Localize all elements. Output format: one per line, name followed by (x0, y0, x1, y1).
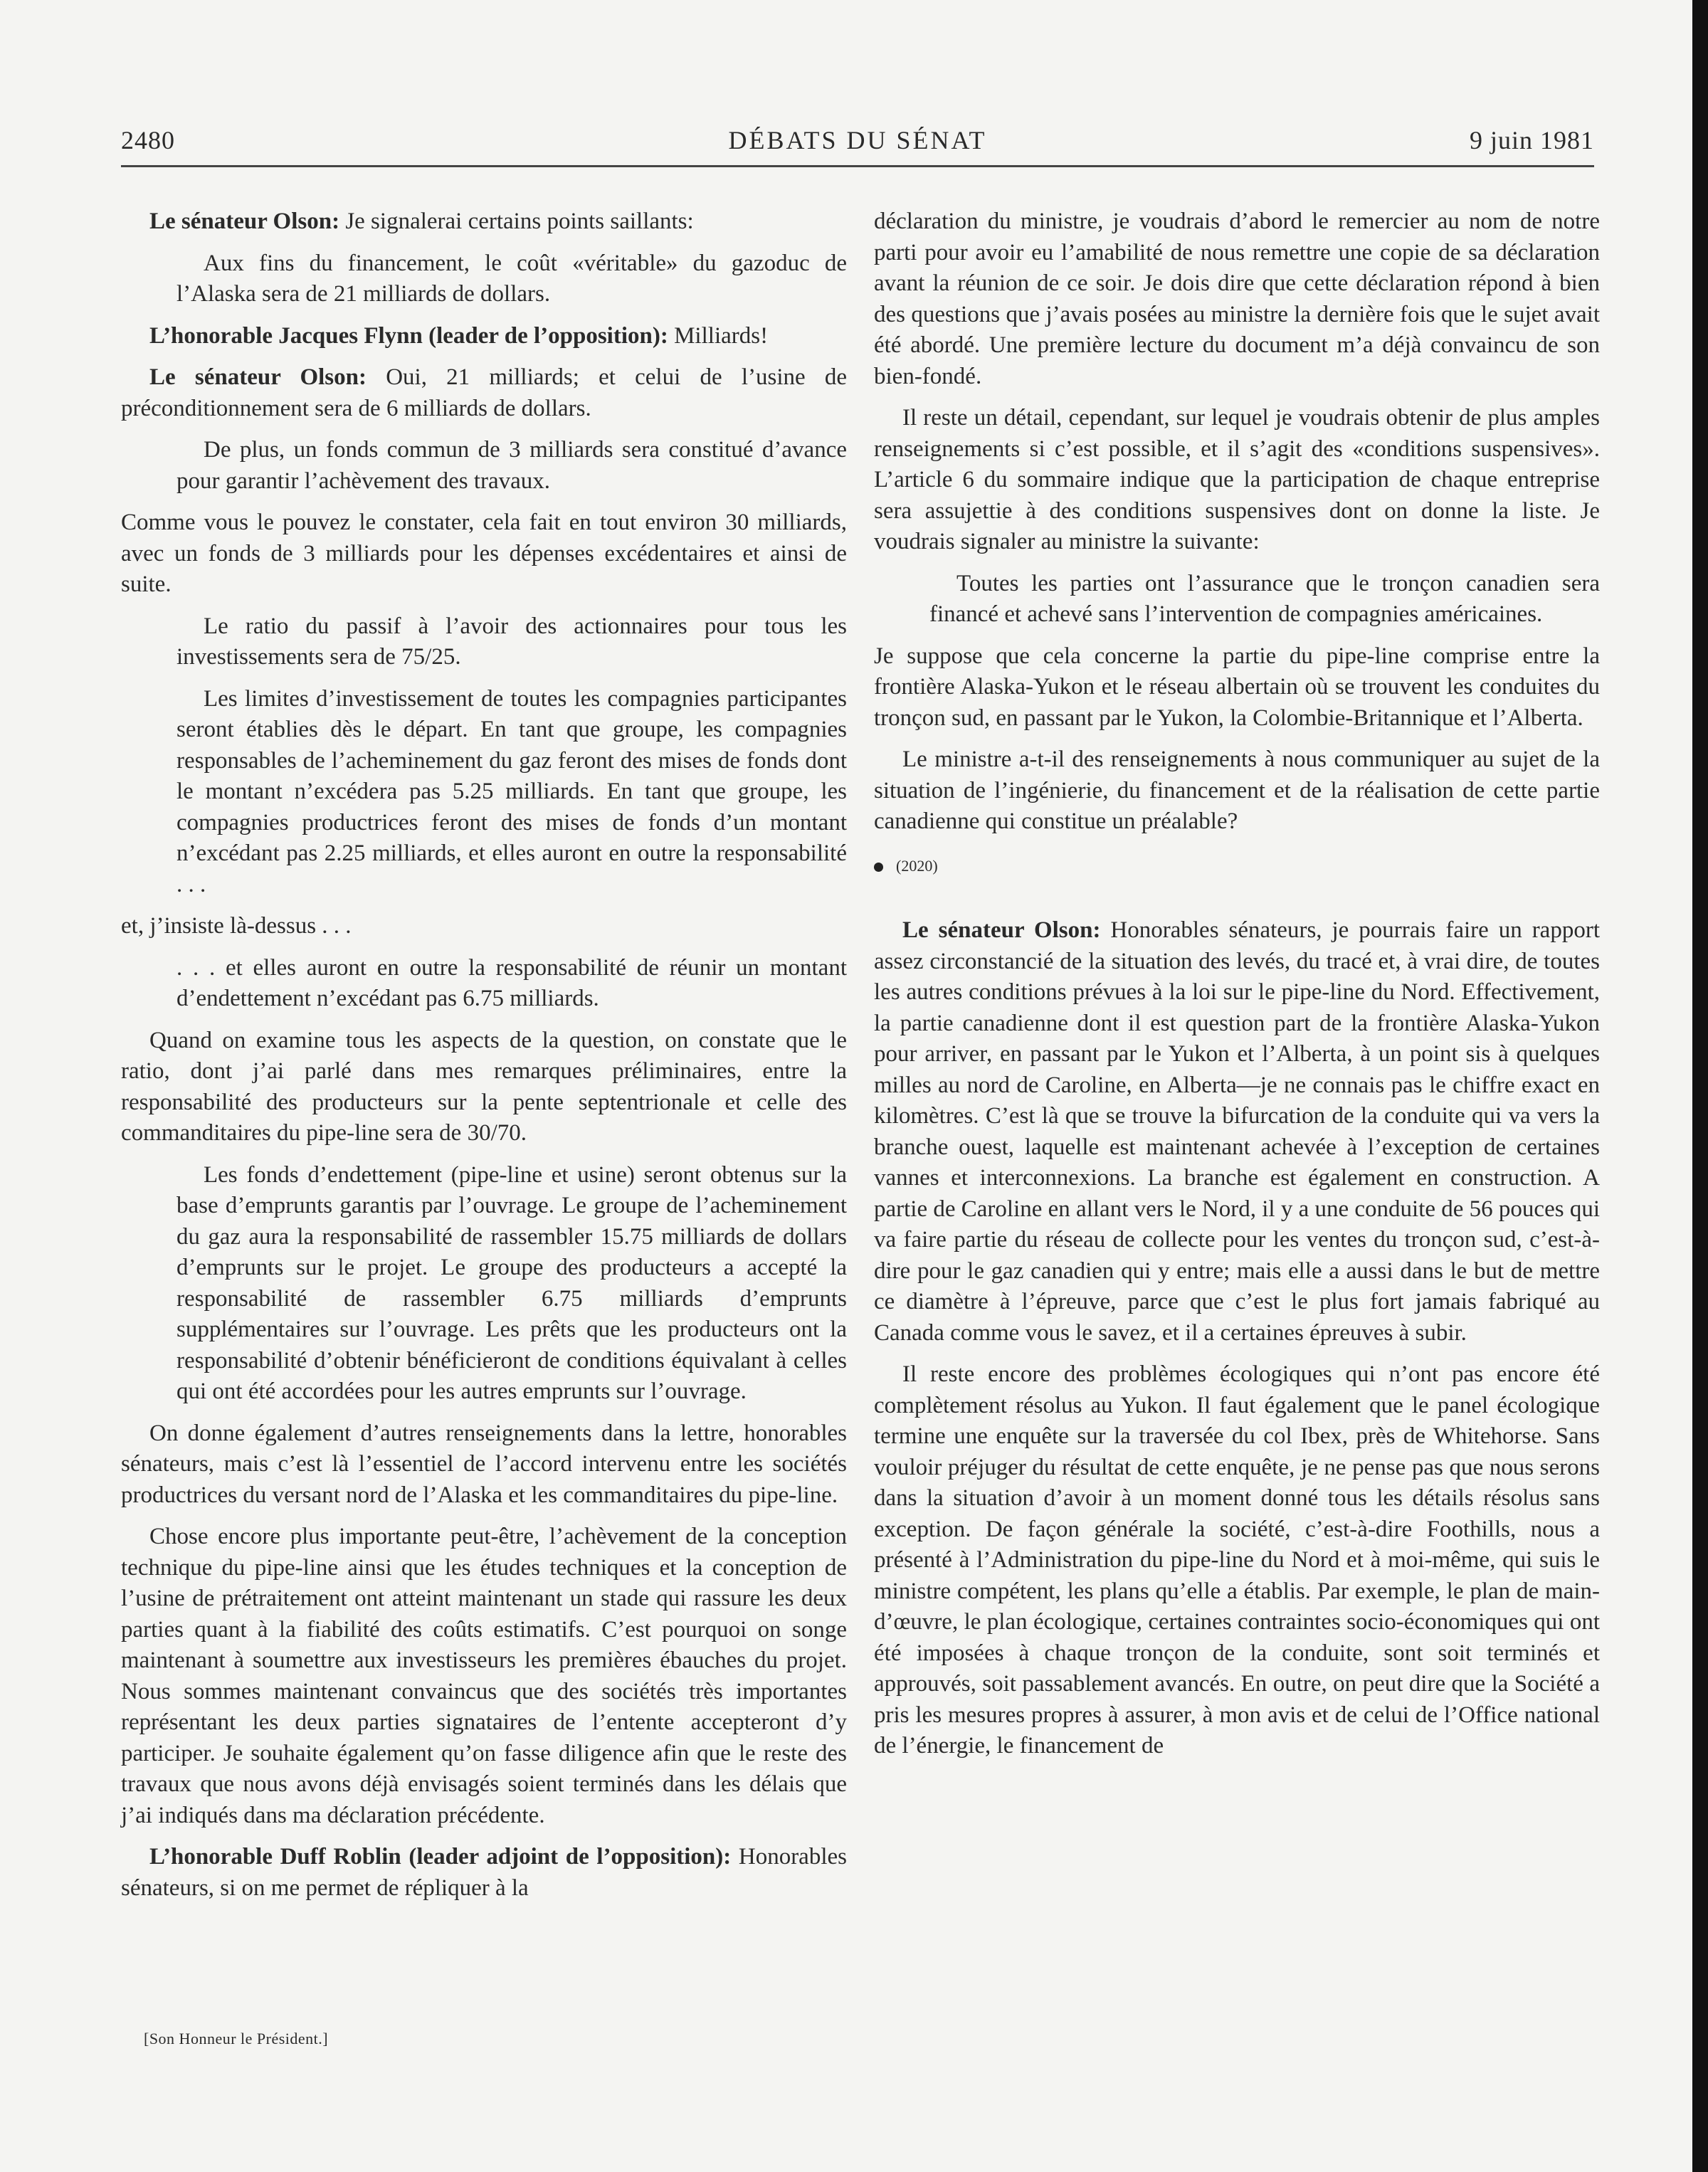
speaker-name: Le sénateur Olson: (149, 209, 340, 234)
paragraph: Il reste un détail, cependant, sur lequel je voudrais obtenir de plus amples renseignements si c’est possible, et il s’agit des «conditions suspensives». L’article 6 du sommaire indique que la participation de chaque entreprise sera assujettie à des conditions suspensives dont on donne la liste. Je voudrais signaler au ministre la suivante: (874, 405, 1600, 554)
running-title: DÉBATS DU SÉNAT (728, 126, 987, 154)
speaker-name: Le sénateur Olson: (149, 364, 367, 390)
paragraph: Chose encore plus importante peut-être, l’achèvement de la conception technique du pipe-line ainsi que les études techniques et la conception de l’usine de prétraitement ont atteint maintenant un stade qui rassure les deux parties quant à la fiabilité des coûts estimatifs. C’est pourquoi on songe maintenant à soumettre aux investisseurs les premières ébauches du projet. Nous sommes maintenant convaincus que des sociétés très importantes représentant les deux parties signataires de l’entente accepteront d’y participer. Je souhaite également qu’on fasse diligence afin que le reste des travaux que nous avons déjà envisagés soient terminés dans les délais que j’ai indiqués dans ma déclaration précédente. (121, 1524, 847, 1828)
paragraph: On donne également d’autres renseignements dans la lettre, honorables sénateurs, mais c’est là l’essentiel de l’accord intervenu entre les sociétés productrices du versant nord de l’Alaska et les commanditaires du pipe-line. (121, 1420, 847, 1508)
paragraph: et, j’insiste là-dessus . . . (121, 913, 352, 939)
paragraph (121, 362, 847, 424)
paragraph-text: Honorables sénateurs, si on me permet de répliquer à la (121, 1844, 847, 1901)
paragraph (121, 321, 847, 352)
block-quote: Toutes les parties ont l’assurance que le tronçon canadien sera financé et achevé sans l’intervention de compagnies américaines. (929, 570, 1600, 627)
time-marker (874, 850, 1600, 882)
speaker-name: L’honorable Jacques Flynn (leader de l’opposition): (149, 322, 668, 349)
paragraph (874, 915, 1600, 1349)
paragraph: déclaration du ministre, je voudrais d’abord le remercier au nom de notre parti pour avoir eu l’amabilité de nous remettre une copie de sa déclaration avant la réunion de ce soir. Je dois dire que cette déclaration répond à bien des questions que j’avais posées au ministre la dernière fois que le sujet avait été abordé. Une première lecture du document m’a déjà convaincu de son bien-fondé. (874, 209, 1600, 389)
block-quote: Le ratio du passif à l’avoir des actionnaires pour tous les investissements sera de 75/25. (176, 613, 847, 670)
paragraph-text: Je signalerai certains points saillants: (339, 209, 694, 234)
speaker-name: Le sénateur Olson: (902, 917, 1101, 943)
header-date: 9 juin 1981 (1469, 126, 1594, 154)
paragraph: Quand on examine tous les aspects de la question, on constate que le ratio, dont j’ai parlé dans mes remarques préliminaires, entre la responsabilité des producteurs sur la pente septentrionale et celle des commanditaires du pipe-line sera de 30/70. (121, 1027, 847, 1146)
block-quote: Aux fins du financement, le coût «véritable» du gazoduc de l’Alaska sera de 21 milliards de dollars. (176, 250, 847, 307)
paragraph: Je suppose que cela concerne la partie du pipe-line comprise entre la frontière Alaska-Yukon et le réseau albertain où se trouvent les conduites du tronçon sud, en passant par le Yukon, la Colombie-Britannique et l’Alberta. (874, 643, 1600, 731)
paragraph (121, 206, 847, 238)
block-quote: Les fonds d’endettement (pipe-line et usine) seront obtenus sur la base d’emprunts garantis par l’ouvrage. Le groupe de l’acheminement du gaz aura la responsabilité de rassembler 15.75 milliards de dollars d’emprunts sur le projet. Le groupe des producteurs a accepté la responsabilité de rassembler 6.75 milliards d’emprunts supplémentaires sur l’ouvrage. Les prêts que les producteurs ont la responsabilité d’obtenir bénéficieront de conditions équivalant à celles qui ont été accordées pour les autres emprunts sur l’ouvrage. (176, 1161, 847, 1404)
paragraph-text: Oui, 21 milliards; et celui de l’usine de préconditionnement sera de 6 milliards de dollars. (121, 364, 848, 421)
paragraph-text: Honorables sénateurs, je pourrais faire un rapport assez circonstancié de la situation des levés, du tracé et, à vrai dire, de toutes les autres conditions prévues à la loi sur le pipe-line du Nord. Effectivement, la partie canadienne dont il est question part de la frontière Alaska-Yukon pour arriver, en passant par le Yukon et l’Alberta, à un point sis à quelques milles au nord de Caroline, en Alberta—je ne connais pas le chiffre exact en kilomètres. C’est là que se trouve la bifurcation de la conduite qui va vers la branche ouest, laquelle est maintenant achevée à l’exception de certaines vannes et interconnexions. La branche est également en construction. A partie de Caroline en allant vers le Nord, il y a une conduite de 56 pouces qui va faire partie du réseau de collecte pour les ventes du tronçon sud, c’est-à-dire pour le gaz canadien qui y entre; mais elle a aussi dans le but de mettre ce diamètre à l’épreuve, parce que c’est le plus fort jamais fabriqué au Canada comme vous le savez, et il a certaines épreuves à subir. (874, 917, 1600, 1346)
paragraph-text: Milliards! (668, 322, 769, 349)
paragraph: Comme vous le pouvez le constater, cela fait en tout environ 30 milliards, avec un fonds de 3 milliards pour les dépenses excédentaires et ainsi de suite. (121, 510, 847, 597)
block-quote: Les limites d’investissement de toutes les compagnies participantes seront établies dès le départ. En tant que groupe, les compagnies responsables de l’acheminement du gaz feront des mises de fonds dont le montant n’excédera pas 5.25 milliards. En tant que groupe, les compagnies productrices feront des mises de fonds d’un montant n’excédant pas 2.25 milliards, et elles auront en outre la responsabilité . . . (176, 685, 847, 897)
right-column (874, 206, 1600, 1773)
block-quote: De plus, un fonds commun de 3 milliards sera constitué d’avance pour garantir l’achèvement des travaux. (176, 437, 847, 494)
paragraph: Il reste encore des problèmes écologiques qui n’ont pas encore été complètement résolus au Yukon. Il faut également que le panel écologique termine une enquête sur la traversée du col Ibex, près de Whitehorse. Sans vouloir préjuger du résultat de cette enquête, je ne pense pas que nous serons dans la situation d’avoir à un moment donné tous les détails résolus sans exception. De façon générale la société, c’est-à-dire Foothills, nous a présenté à l’Administration du pipe-line du Nord et à moi-même, qui suis le ministre compétent, les plans qu’elle a établis. Par exemple, le plan de main-d’œuvre, le plan écologique, certaines contraintes socio-économiques qui ont été imposées à chaque tronçon de la conduite, sont soit terminés et approuvés, soit passablement avancés. En outre, on peut dire que la Société a pris les mesures propres à assurer, à mon avis et de celui de l’Office national de l’énergie, le financement de (874, 1361, 1600, 1759)
time-marker-text: (2020) (896, 856, 938, 875)
page-edge-border (1692, 0, 1708, 2172)
page-header (121, 122, 1594, 167)
block-quote: . . . et elles auront en outre la responsabilité de réunir un montant d’endettement n’excédant pas 6.75 milliards. (176, 954, 847, 1011)
footnote: [Son Honneur le Président.] (144, 2030, 329, 2047)
speaker-name: L’honorable Duff Roblin (leader adjoint de l’opposition): (149, 1844, 732, 1870)
left-column (121, 206, 847, 1914)
paragraph (121, 1842, 847, 1904)
bullet-dot-icon (874, 863, 883, 872)
paragraph: Le ministre a-t-il des renseignements à nous communiquer au sujet de la situation de l’ingénierie, du financement et de la réalisation de cette partie canadienne qui constitue un préalable? (874, 747, 1600, 834)
page-number: 2480 (121, 126, 175, 154)
